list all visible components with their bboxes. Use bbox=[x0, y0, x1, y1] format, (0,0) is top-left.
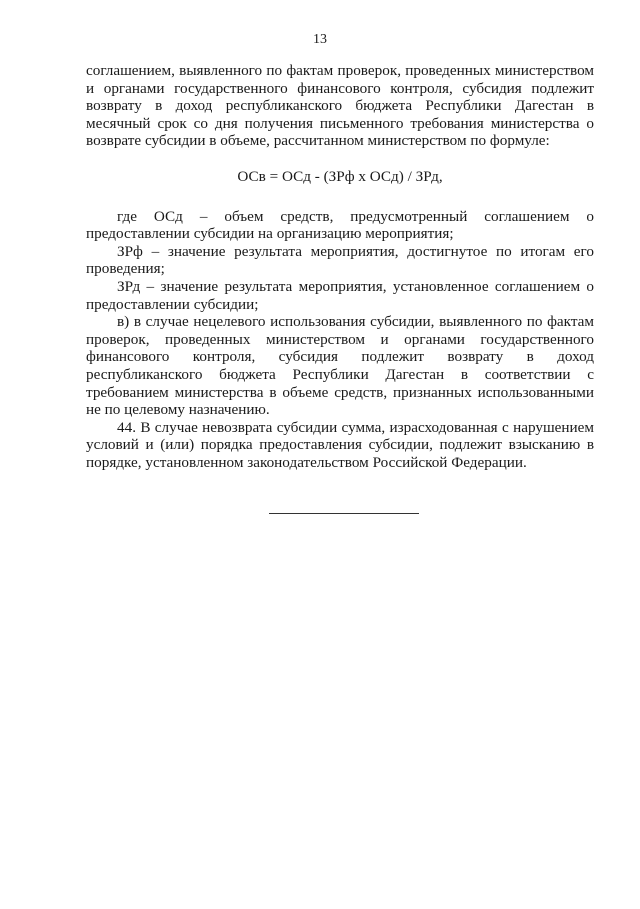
document-body bbox=[86, 62, 594, 471]
end-divider-line bbox=[269, 513, 419, 514]
clause-44: 44. В случае невозврата субсидии сумма, израсходованная с нарушением условий и (или) порядка предоставления субсидии, подлежит взысканию в порядке, установленном законодательством Российской Федерации. bbox=[86, 418, 594, 471]
page-number: 13 bbox=[313, 32, 327, 47]
definition-zrd: ЗРд – значение результата мероприятия, установленное соглашением о предоставлении субсидии; bbox=[86, 277, 594, 313]
paragraph-continuation: соглашением, выявленного по фактам проверок, проведенных министерством и органами государственного финансового контроля, субсидия подлежит возврату в доход республиканского бюджета Республики Дагестан в месячный срок со дня получения письменного требования министерства о возврате субсидии в объеме, рассчитанном министерством по формуле: bbox=[86, 62, 594, 150]
item-v-misuse: в) в случае нецелевого использования субсидии, выявленного по фактам проверок, проведенных министерством и органами государственного финансового контроля, субсидия подлежит возврату в доход республиканского бюджета Республики Дагестан в соответствии с требованием министерства в объеме средств, признанных использованными не по целевому назначению. bbox=[86, 313, 594, 419]
definition-zrf: ЗРф – значение результата мероприятия, достигнутое по итогам его проведения; bbox=[86, 242, 594, 278]
formula: ОСв = ОСд - (ЗРф х ОСд) / ЗРд, bbox=[237, 167, 443, 185]
definition-osd: где ОСд – объем средств, предусмотренный соглашением о предоставлении субсидии на организацию мероприятия; bbox=[86, 207, 594, 243]
